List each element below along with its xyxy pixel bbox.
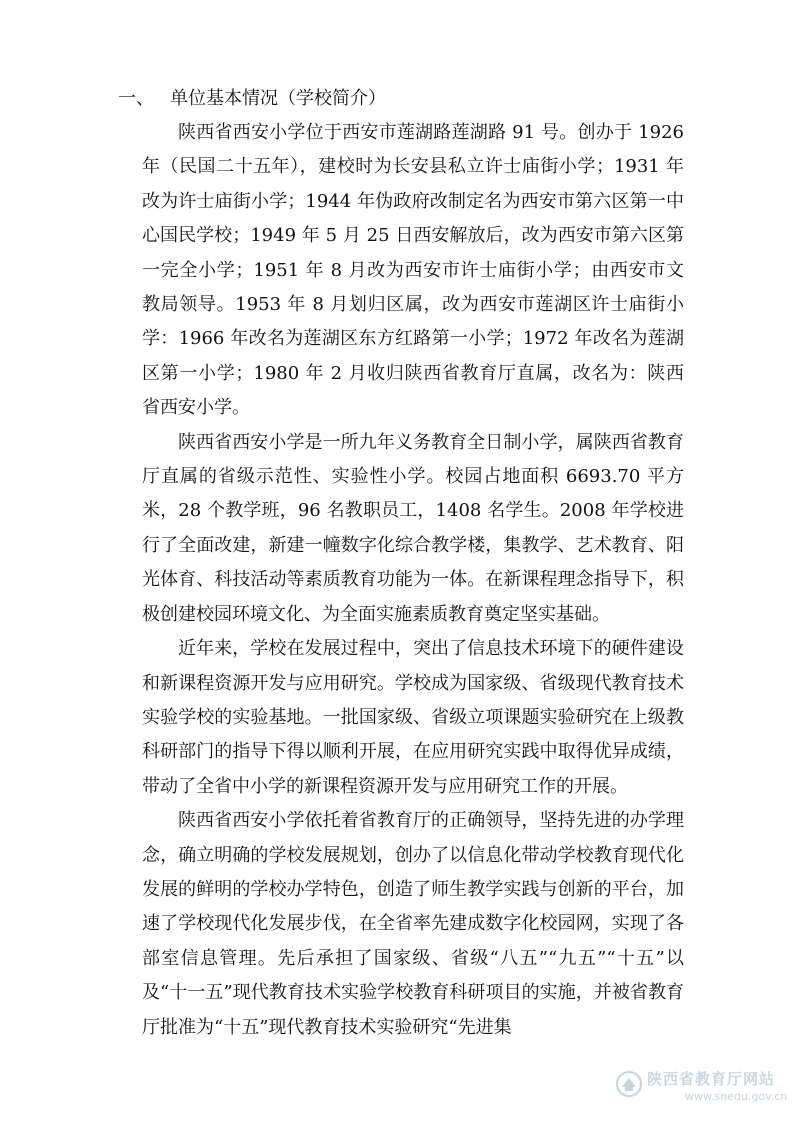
paragraph-development: 陕西省西安小学依托着省教育厅的正确领导，坚持先进的办学理念，确立明确的学校发展规划，创办了以信息化带动学校教育现代化发展的鲜明的学校办学特色，创造了师生教学实践与创新的平台，加速了学校现代化发展步伐，在全省率先建成数字化校园网，实现了各部室信息管理。先后承担了国家级、省级“八五”“九五”“十五”以及“十一五”现代教育技术实验学校教育科研项目的实施，并被省教育厅批准为“十五”现代教育技术实验研究“先进集 [142,810,684,1038]
section-heading [118,86,386,112]
paragraph-research: 近年来，学校在发展过程中，突出了信息技术环境下的硬件建设和新课程资源开发与应用研究。学校成为国家级、省级现代教育技术实验学校的实验基地。一批国家级、省级立项课题实验研究在上级教科研部门的指导下得以顺利开展，在应用研究实践中取得优异成绩，带动了全省中小学的新课程资源开发与应用研究工作的开展。 [142,638,684,797]
paragraph-history: 陕西省西安小学位于西安市莲湖路莲湖路 91 号。创办于 1926 年（民国二十五年），建校时为长安县私立许士庙街小学；1931 年改为许士庙街小学；1944 年伪政府改制定名为西安市第六区第一中心国民学校；1949 年 5 月 25 日西安解放后，改为西安市第六区第一完全小学；1951 年 8 月改为西安市许士庙街小学；由西安市文教局领导。1953 年 8 月划归区属，改为西安市莲湖区许士庙街小学：1966 年改名为莲湖区东方红路第一小学；1972 年改名为莲湖区第一小学；1980 年 2 月收归陕西省教育厅直属，改名为：陕西省西安小学。 [142,122,684,419]
watermark-url: www.snedu.gov.cn [685,1090,788,1103]
site-watermark [615,1066,788,1108]
section-number: 一、 [118,88,154,109]
section-title: 单位基本情况（学校简介） [170,88,386,109]
paragraph-overview: 陕西省西安小学是一所九年义务教育全日制小学，属陕西省教育厅直属的省级示范性、实验性小学。校园占地面积 6693.70 平方米，28 个教学班，96 名教职员工，1408 名学生。2008 年学校进行了全面改建，新建一幢数字化综合教学楼，集教学、艺术教育、阳光体育、科技活动等素质教育功能为一体。在新课程理念指导下，积极创建校园环境文化、为全面实施素质教育奠定坚实基础。 [142,431,684,625]
edu-logo-icon [615,1070,643,1098]
watermark-title: 陕西省教育厅网站 [647,1070,776,1088]
body-text [142,116,684,1045]
